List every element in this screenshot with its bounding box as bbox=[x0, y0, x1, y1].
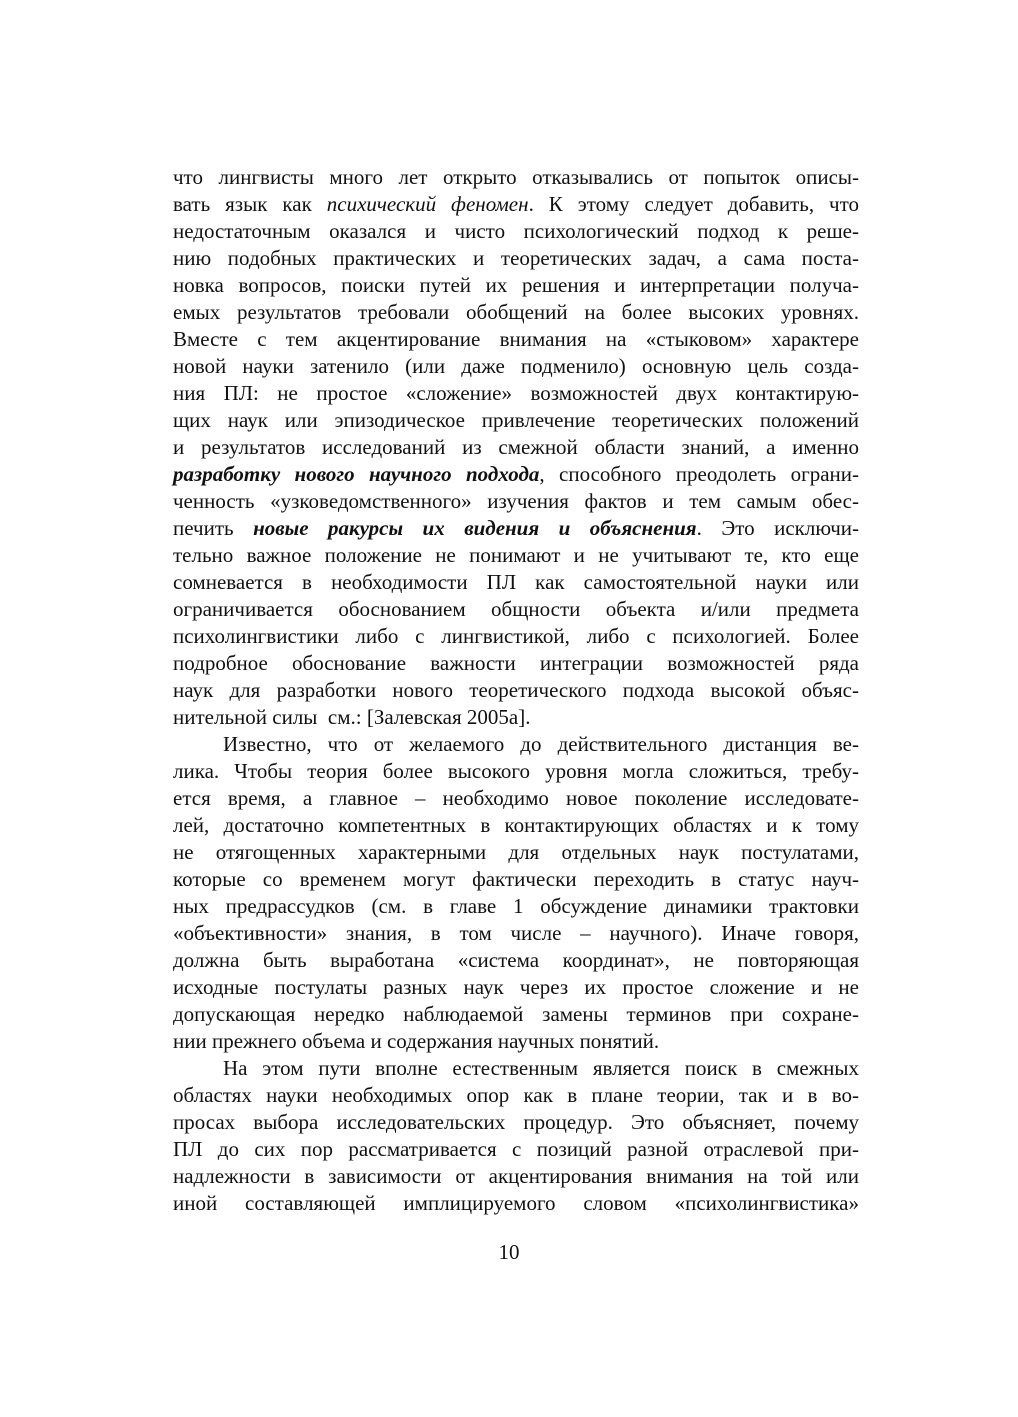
text-line bbox=[173, 785, 859, 812]
text-segment: новка вопросов, поиски путей их решения и интерпретации получа- bbox=[173, 273, 859, 297]
text-segment: не отягощенных характерными для отдельных наук постулатами, bbox=[173, 840, 859, 864]
text-segment: емых результатов требовали обобщений на более высоких уровнях. bbox=[173, 300, 859, 324]
text-segment: На этом пути вполне естественным является поиск в смежных bbox=[223, 1056, 859, 1080]
text-segment: допускающая нередко наблюдаемой замены терминов при сохране- bbox=[173, 1002, 859, 1026]
text-segment: подробное обоснование важности интеграции возможностей ряда bbox=[173, 651, 859, 675]
text-segment: ПЛ до сих пор рассматривается с позиций разной отраслевой при- bbox=[173, 1137, 859, 1161]
emphasized-text: разработку нового научного подхода bbox=[173, 462, 540, 486]
text-line bbox=[173, 380, 859, 407]
text-segment: . Это исключи- bbox=[696, 516, 860, 540]
text-line bbox=[173, 569, 859, 596]
text-line bbox=[173, 299, 859, 326]
text-segment: Известно, что от желаемого до действительного дистанция ве- bbox=[223, 732, 859, 756]
text-segment: новой науки затенило (или даже подменило) основную цель созда- bbox=[173, 354, 859, 378]
text-segment: «объективности» знания, в том числе – научного). Иначе говоря, bbox=[173, 921, 859, 945]
text-line bbox=[173, 974, 859, 1001]
text-line bbox=[173, 353, 859, 380]
text-segment: иной составляющей имплицируемого словом «психолингвистика» bbox=[173, 1191, 859, 1215]
text-line bbox=[173, 623, 859, 650]
text-line bbox=[173, 1109, 859, 1136]
text-line bbox=[173, 758, 859, 785]
text-segment: надлежности в зависимости от акцентирования внимания на той или bbox=[173, 1164, 859, 1188]
text-line bbox=[173, 947, 859, 974]
text-line bbox=[173, 650, 859, 677]
text-line bbox=[173, 542, 859, 569]
text-line bbox=[173, 1163, 859, 1190]
text-line bbox=[173, 218, 859, 245]
text-line bbox=[173, 1082, 859, 1109]
text-segment: тельно важное положение не понимают и не учитывают те, кто еще bbox=[173, 543, 859, 567]
text-segment: вать язык как bbox=[173, 192, 327, 216]
text-segment: должна быть выработана «система координат», не повторяющая bbox=[173, 948, 859, 972]
text-segment: областях науки необходимых опор как в плане теории, так и в во- bbox=[173, 1083, 859, 1107]
text-line bbox=[173, 515, 859, 542]
text-line bbox=[173, 272, 859, 299]
text-line bbox=[173, 677, 859, 704]
text-segment: ется время, а главное – необходимо новое поколение исследовате- bbox=[173, 786, 859, 810]
text-segment: ных предрассудков (см. в главе 1 обсуждение динамики трактовки bbox=[173, 894, 859, 918]
text-line bbox=[173, 812, 859, 839]
text-segment: и результатов исследований из смежной области знаний, а именно bbox=[173, 435, 859, 459]
text-line bbox=[173, 1001, 859, 1028]
text-segment: лей, достаточно компетентных в контактирующих областях и к тому bbox=[173, 813, 859, 837]
text-line bbox=[173, 164, 859, 191]
text-line bbox=[173, 461, 859, 488]
text-line bbox=[173, 245, 859, 272]
text-segment: которые со временем могут фактически переходить в статус науч- bbox=[173, 867, 859, 891]
paragraph bbox=[173, 1055, 859, 1217]
text-line bbox=[173, 1028, 859, 1055]
text-line bbox=[173, 731, 859, 758]
page-body-text bbox=[173, 164, 859, 1217]
text-line bbox=[173, 893, 859, 920]
text-segment: . К этому следует добавить, что bbox=[528, 192, 859, 216]
text-segment: щих наук или эпизодическое привлечение теоретических положений bbox=[173, 408, 859, 432]
emphasized-text: психический феномен bbox=[326, 192, 529, 216]
text-line bbox=[173, 191, 859, 218]
text-segment: печить bbox=[173, 516, 254, 540]
text-segment: ченность «узковедомственного» изучения фактов и тем самым обес- bbox=[173, 489, 859, 513]
text-line bbox=[173, 920, 859, 947]
paragraph bbox=[173, 164, 859, 731]
text-segment: недостаточным оказался и чисто психологический подход к реше- bbox=[173, 219, 859, 243]
text-segment: нию подобных практических и теоретических задач, а сама поста- bbox=[173, 246, 859, 270]
text-line bbox=[173, 326, 859, 353]
text-segment: что лингвисты много лет открыто отказывались от попыток описы- bbox=[173, 165, 859, 189]
emphasized-text: новые ракурсы их видения и объяснения bbox=[253, 516, 697, 540]
text-segment: нии прежнего объема и содержания научных понятий. bbox=[173, 1029, 660, 1053]
text-segment: психолингвистики либо с лингвистикой, либо с психологией. Более bbox=[173, 624, 859, 648]
text-line bbox=[173, 596, 859, 623]
text-line bbox=[173, 488, 859, 515]
text-segment: лика. Чтобы теория более высокого уровня могла сложиться, требу- bbox=[173, 759, 859, 783]
text-line bbox=[173, 1055, 859, 1082]
text-line bbox=[173, 839, 859, 866]
text-segment: ния ПЛ: не простое «сложение» возможностей двух контактирую- bbox=[173, 381, 859, 405]
text-segment: нительной силы см.: [Залевская 2005а]. bbox=[173, 705, 531, 729]
paragraph bbox=[173, 731, 859, 1055]
text-line bbox=[173, 704, 859, 731]
text-line bbox=[173, 1136, 859, 1163]
text-segment: исходные постулаты разных наук через их простое сложение и не bbox=[173, 975, 859, 999]
text-line bbox=[173, 866, 859, 893]
text-line bbox=[173, 1190, 859, 1217]
text-segment: просах выбора исследовательских процедур. Это объясняет, почему bbox=[173, 1110, 859, 1134]
text-segment: ограничивается обоснованием общности объекта и/или предмета bbox=[173, 597, 859, 621]
page-number: 10 bbox=[498, 1240, 520, 1264]
text-segment: наук для разработки нового теоретического подхода высокой объяс- bbox=[173, 678, 859, 702]
text-line bbox=[173, 407, 859, 434]
text-line bbox=[173, 434, 859, 461]
text-segment: сомневается в необходимости ПЛ как самостоятельной науки или bbox=[173, 570, 859, 594]
text-segment: , способного преодолеть ограни- bbox=[539, 462, 859, 486]
text-segment: Вместе с тем акцентирование внимания на «стыковом» характере bbox=[173, 327, 859, 351]
